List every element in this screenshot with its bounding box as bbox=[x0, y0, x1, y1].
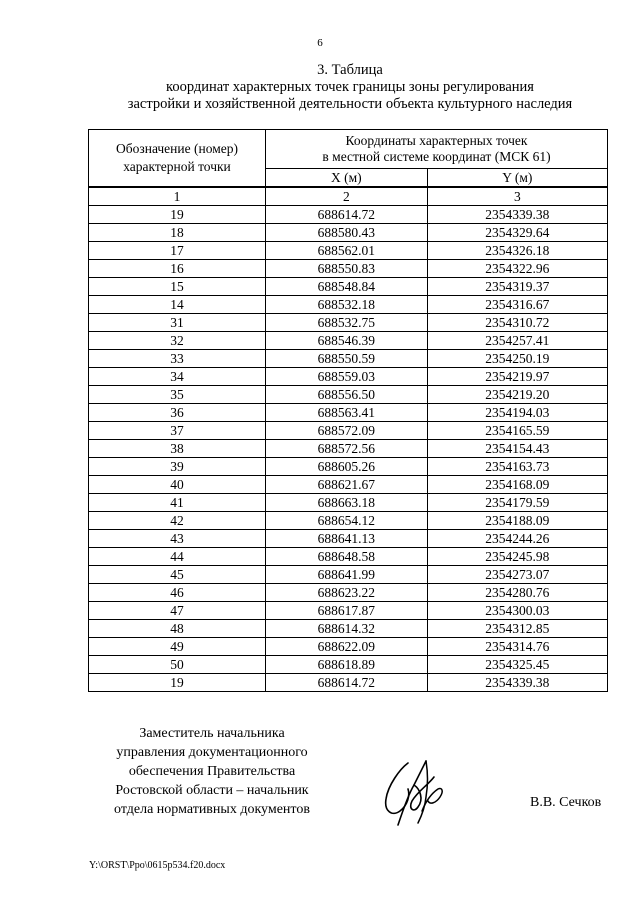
table-row bbox=[89, 530, 608, 548]
point-number-cell: 17 bbox=[89, 242, 266, 260]
y-coordinate-cell: 2354244.26 bbox=[427, 530, 607, 548]
x-coordinate-cell: 688614.72 bbox=[266, 674, 428, 692]
x-coordinate-cell: 688572.09 bbox=[266, 422, 428, 440]
point-number-cell: 19 bbox=[89, 206, 266, 224]
point-number-cell: 34 bbox=[89, 368, 266, 386]
signer-title-line: управления документационного bbox=[116, 745, 308, 760]
signer-name: В.В. Сечков bbox=[530, 795, 602, 810]
point-number-cell: 32 bbox=[89, 332, 266, 350]
x-coordinate-cell: 688563.41 bbox=[266, 404, 428, 422]
header-coords-line-1: Координаты характерных точек bbox=[345, 133, 528, 148]
point-number-cell: 48 bbox=[89, 620, 266, 638]
y-coordinate-cell: 2354312.85 bbox=[427, 620, 607, 638]
y-coordinate-cell: 2354165.59 bbox=[427, 422, 607, 440]
file-path-footer: Y:\ORST\Ppo\0615p534.f20.docx bbox=[89, 860, 226, 871]
x-coordinate-cell: 688550.59 bbox=[266, 350, 428, 368]
y-coordinate-cell: 2354326.18 bbox=[427, 242, 607, 260]
signer-title-line: отдела нормативных документов bbox=[114, 802, 310, 817]
point-number-cell: 41 bbox=[89, 494, 266, 512]
x-coordinate-cell: 688572.56 bbox=[266, 440, 428, 458]
column-number: 1 bbox=[89, 187, 266, 206]
table-row bbox=[89, 278, 608, 296]
table-row bbox=[89, 476, 608, 494]
table-row bbox=[89, 224, 608, 242]
column-number: 2 bbox=[266, 187, 428, 206]
table-row bbox=[89, 260, 608, 278]
point-number-cell: 14 bbox=[89, 296, 266, 314]
point-number-cell: 46 bbox=[89, 584, 266, 602]
x-coordinate-cell: 688654.12 bbox=[266, 512, 428, 530]
y-coordinate-cell: 2354168.09 bbox=[427, 476, 607, 494]
table-row bbox=[89, 458, 608, 476]
x-coordinate-cell: 688580.43 bbox=[266, 224, 428, 242]
table-row bbox=[89, 404, 608, 422]
table-row bbox=[89, 566, 608, 584]
point-number-cell: 33 bbox=[89, 350, 266, 368]
y-coordinate-cell: 2354339.38 bbox=[427, 674, 607, 692]
y-coordinate-cell: 2354154.43 bbox=[427, 440, 607, 458]
y-coordinate-cell: 2354314.76 bbox=[427, 638, 607, 656]
point-number-cell: 50 bbox=[89, 656, 266, 674]
header-coords-line-2: в местной системе координат (МСК 61) bbox=[322, 149, 551, 164]
header-point-line-2: характерной точки bbox=[123, 159, 231, 174]
x-coordinate-cell: 688546.39 bbox=[266, 332, 428, 350]
table-row bbox=[89, 350, 608, 368]
point-number-cell: 19 bbox=[89, 674, 266, 692]
header-point-designation bbox=[89, 130, 266, 188]
y-coordinate-cell: 2354194.03 bbox=[427, 404, 607, 422]
header-x: X (м) bbox=[266, 169, 428, 188]
y-coordinate-cell: 2354219.97 bbox=[427, 368, 607, 386]
table-row bbox=[89, 206, 608, 224]
y-coordinate-cell: 2354316.67 bbox=[427, 296, 607, 314]
title-line-3: застройки и хозяйственной деятельности объекта культурного наследия bbox=[127, 96, 573, 112]
x-coordinate-cell: 688550.83 bbox=[266, 260, 428, 278]
table-title bbox=[60, 62, 640, 113]
x-coordinate-cell: 688532.75 bbox=[266, 314, 428, 332]
table-row bbox=[89, 368, 608, 386]
title-line-1: 3. Таблица bbox=[317, 62, 383, 78]
header-point-line-1: Обозначение (номер) bbox=[116, 141, 238, 156]
y-coordinate-cell: 2354319.37 bbox=[427, 278, 607, 296]
x-coordinate-cell: 688614.72 bbox=[266, 206, 428, 224]
y-coordinate-cell: 2354163.73 bbox=[427, 458, 607, 476]
y-coordinate-cell: 2354188.09 bbox=[427, 512, 607, 530]
table-row bbox=[89, 332, 608, 350]
x-coordinate-cell: 688641.99 bbox=[266, 566, 428, 584]
coordinates-table bbox=[88, 129, 608, 692]
table-row bbox=[89, 386, 608, 404]
point-number-cell: 49 bbox=[89, 638, 266, 656]
y-coordinate-cell: 2354322.96 bbox=[427, 260, 607, 278]
y-coordinate-cell: 2354339.38 bbox=[427, 206, 607, 224]
y-coordinate-cell: 2354329.64 bbox=[427, 224, 607, 242]
table-row bbox=[89, 638, 608, 656]
table-row bbox=[89, 674, 608, 692]
x-coordinate-cell: 688641.13 bbox=[266, 530, 428, 548]
point-number-cell: 45 bbox=[89, 566, 266, 584]
y-coordinate-cell: 2354257.41 bbox=[427, 332, 607, 350]
signer-title-line: обеспечения Правительства bbox=[128, 764, 296, 779]
y-coordinate-cell: 2354273.07 bbox=[427, 566, 607, 584]
point-number-cell: 40 bbox=[89, 476, 266, 494]
table-row bbox=[89, 512, 608, 530]
table-row bbox=[89, 584, 608, 602]
point-number-cell: 39 bbox=[89, 458, 266, 476]
x-coordinate-cell: 688548.84 bbox=[266, 278, 428, 296]
point-number-cell: 37 bbox=[89, 422, 266, 440]
y-coordinate-cell: 2354219.20 bbox=[427, 386, 607, 404]
x-coordinate-cell: 688648.58 bbox=[266, 548, 428, 566]
header-y: Y (м) bbox=[427, 169, 607, 188]
handwritten-signature bbox=[378, 755, 450, 831]
table-row bbox=[89, 314, 608, 332]
y-coordinate-cell: 2354280.76 bbox=[427, 584, 607, 602]
x-coordinate-cell: 688532.18 bbox=[266, 296, 428, 314]
point-number-cell: 15 bbox=[89, 278, 266, 296]
signer-title-line: Ростовской области – начальник bbox=[115, 783, 309, 798]
point-number-cell: 16 bbox=[89, 260, 266, 278]
point-number-cell: 42 bbox=[89, 512, 266, 530]
x-coordinate-cell: 688614.32 bbox=[266, 620, 428, 638]
point-number-cell: 36 bbox=[89, 404, 266, 422]
x-coordinate-cell: 688559.03 bbox=[266, 368, 428, 386]
y-coordinate-cell: 2354310.72 bbox=[427, 314, 607, 332]
table-row bbox=[89, 602, 608, 620]
table-row bbox=[89, 440, 608, 458]
signer-title bbox=[92, 724, 332, 819]
column-number: 3 bbox=[427, 187, 607, 206]
x-coordinate-cell: 688605.26 bbox=[266, 458, 428, 476]
signer-title-line: Заместитель начальника bbox=[139, 726, 285, 741]
x-coordinate-cell: 688622.09 bbox=[266, 638, 428, 656]
table-row bbox=[89, 656, 608, 674]
x-coordinate-cell: 688617.87 bbox=[266, 602, 428, 620]
table-body bbox=[89, 187, 608, 692]
column-numbers-row bbox=[89, 187, 608, 206]
page-number: 6 bbox=[317, 37, 323, 49]
point-number-cell: 38 bbox=[89, 440, 266, 458]
x-coordinate-cell: 688562.01 bbox=[266, 242, 428, 260]
table-row bbox=[89, 422, 608, 440]
x-coordinate-cell: 688621.67 bbox=[266, 476, 428, 494]
table-header bbox=[89, 130, 608, 188]
y-coordinate-cell: 2354179.59 bbox=[427, 494, 607, 512]
x-coordinate-cell: 688556.50 bbox=[266, 386, 428, 404]
x-coordinate-cell: 688623.22 bbox=[266, 584, 428, 602]
point-number-cell: 35 bbox=[89, 386, 266, 404]
point-number-cell: 47 bbox=[89, 602, 266, 620]
y-coordinate-cell: 2354300.03 bbox=[427, 602, 607, 620]
table-row bbox=[89, 296, 608, 314]
header-row-1 bbox=[89, 130, 608, 169]
table-row bbox=[89, 242, 608, 260]
y-coordinate-cell: 2354245.98 bbox=[427, 548, 607, 566]
table-row bbox=[89, 548, 608, 566]
point-number-cell: 18 bbox=[89, 224, 266, 242]
point-number-cell: 31 bbox=[89, 314, 266, 332]
y-coordinate-cell: 2354250.19 bbox=[427, 350, 607, 368]
y-coordinate-cell: 2354325.45 bbox=[427, 656, 607, 674]
point-number-cell: 43 bbox=[89, 530, 266, 548]
header-coordinates bbox=[266, 130, 608, 169]
table-row bbox=[89, 620, 608, 638]
title-line-2: координат характерных точек границы зоны регулирования bbox=[166, 79, 534, 95]
x-coordinate-cell: 688618.89 bbox=[266, 656, 428, 674]
x-coordinate-cell: 688663.18 bbox=[266, 494, 428, 512]
point-number-cell: 44 bbox=[89, 548, 266, 566]
table-row bbox=[89, 494, 608, 512]
